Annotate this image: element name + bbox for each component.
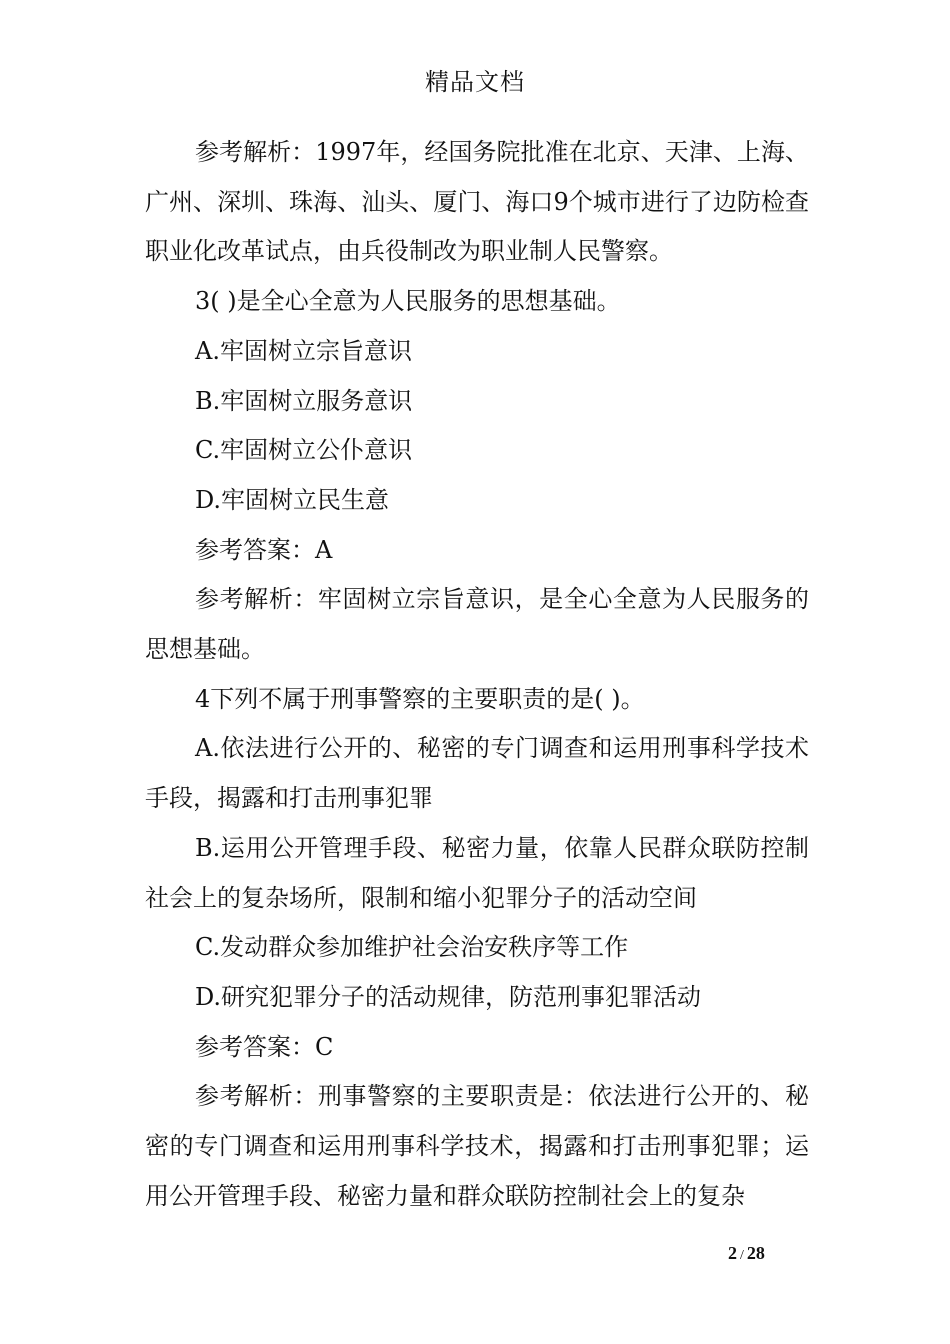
question-3-answer: 参考答案：A: [195, 535, 333, 564]
question-3-analysis: 参考解析：牢固树立宗旨意识，是全心全意为人民服务的思想基础。: [145, 585, 809, 664]
question-4-stem: 4下列不属于刑事警察的主要职责的是( )。: [195, 684, 645, 713]
question-3-stem: 3( )是全心全意为人民服务的思想基础。: [195, 287, 621, 316]
question-4-analysis: 参考解析：刑事警察的主要职责是：依法进行公开的、秘密的专门调查和运用刑事科学技术，揭露和打击刑事犯罪；运用公开管理手段、秘密力量和群众联防控制社会上的复杂: [145, 1082, 809, 1210]
page-header-title: 精品文档: [425, 68, 525, 96]
question-4-answer: 参考答案：C: [195, 1032, 334, 1061]
question-4-option-a: A.依法进行公开的、秘密的专门调查和运用刑事科学技术手段，揭露和打击刑事犯罪: [145, 734, 809, 813]
page-separator: /: [740, 1248, 744, 1263]
total-pages: 28: [746, 1243, 765, 1263]
question-4-option-b: B.运用公开管理手段、秘密力量，依靠人民群众联防控制社会上的复杂场所，限制和缩小犯罪分子的活动空间: [145, 833, 809, 912]
question-3-option-c: C.牢固树立公仆意识: [195, 436, 413, 465]
question-3-option-a: A.牢固树立宗旨意识: [195, 336, 412, 365]
document-body: [145, 128, 809, 1221]
analysis-paragraph-q2: 参考解析：1997年，经国务院批准在北京、天津、上海、广州、深圳、珠海、汕头、厦门、海口9个城市进行了边防检查职业化改革试点，由兵役制改为职业制人民警察。: [145, 138, 809, 266]
question-4-option-d: D.研究犯罪分子的活动规律，防范刑事犯罪活动: [195, 982, 702, 1011]
current-page: 2: [728, 1243, 737, 1263]
question-4-option-c: C.发动群众参加维护社会治安秩序等工作: [195, 933, 629, 962]
question-3-option-d: D.牢固树立民生意: [195, 485, 390, 514]
page-number: [728, 1242, 765, 1267]
question-3-option-b: B.牢固树立服务意识: [195, 386, 413, 415]
